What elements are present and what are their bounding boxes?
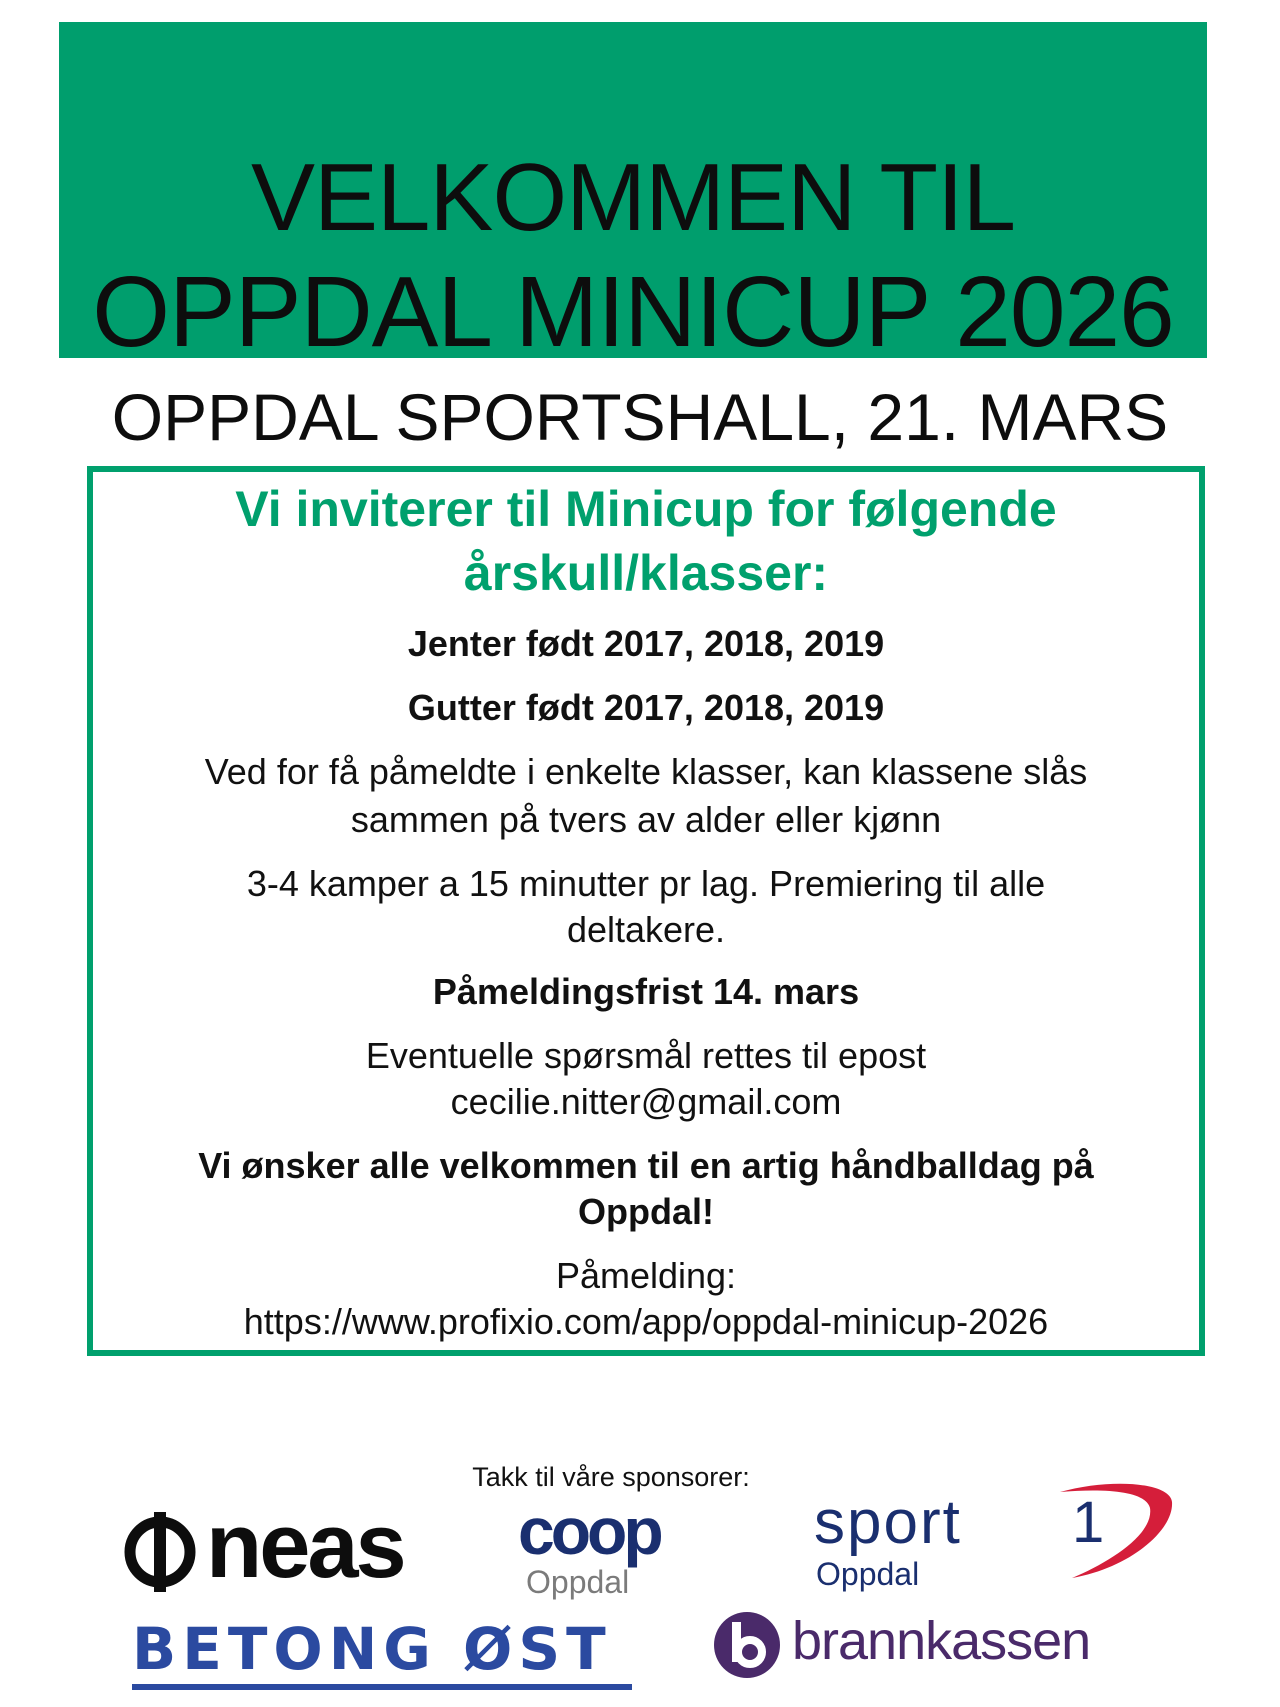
games-info-line2: deltakere. [566, 909, 726, 950]
coop-logo [518, 1494, 718, 1608]
sport1-logo [810, 1478, 1180, 1598]
neas-wordmark: neas [206, 1495, 404, 1597]
questions-line1: Eventuelle spørsmål rettes til epost [365, 1035, 927, 1076]
registration-link[interactable]: https://www.profixio.com/app/oppdal-minicup-2026 [243, 1301, 1049, 1342]
betong-ost-underline [132, 1684, 632, 1690]
merge-note-line2: sammen på tvers av alder eller kjønn [350, 799, 942, 840]
coop-wordmark: coop [518, 1494, 660, 1568]
neas-logo [120, 1495, 420, 1600]
sport1-location: Oppdal [816, 1556, 920, 1592]
title-banner [59, 22, 1207, 368]
brannkassen-wordmark: brannkassen [792, 1611, 1091, 1671]
brannkassen-b-icon [712, 1610, 782, 1680]
games-info-line1: 3-4 kamper a 15 minutter pr lag. Premiering til alle [246, 863, 1046, 904]
venue-date-subtitle: OPPDAL SPORTSHALL, 21. MARS [111, 380, 1169, 454]
banner-title-line2: OPPDAL MINICUP 2026 [92, 256, 1174, 368]
invite-heading-line1: Vi inviterer til Minicup for følgende [235, 481, 1057, 537]
info-box [87, 466, 1205, 1356]
neas-phi-icon [120, 1512, 200, 1592]
registration-label: Påmelding: [555, 1255, 737, 1296]
sport1-wordmark: sport [814, 1488, 962, 1557]
coop-location: Oppdal [526, 1564, 630, 1600]
brannkassen-logo [712, 1606, 1142, 1686]
welcome-line2: Oppdal! [578, 1191, 714, 1232]
invite-heading-line2: årskull/klasser: [463, 545, 829, 601]
contact-email[interactable]: cecilie.nitter@gmail.com [450, 1081, 842, 1122]
sport1-number: 1 [1072, 1490, 1105, 1555]
welcome-line1: Vi ønsker alle velkommen til en artig håndballdag på [198, 1145, 1094, 1186]
betong-ost-logo [132, 1615, 632, 1690]
betong-ost-wordmark: BETONG ØST [132, 1615, 612, 1683]
merge-note-line1: Ved for få påmeldte i enkelte klasser, kan klassene slås [204, 751, 1088, 792]
banner-title-line1: VELKOMMEN TIL [250, 144, 1016, 251]
registration-deadline: Påmeldingsfrist 14. mars [432, 971, 860, 1012]
girls-classes: Jenter født 2017, 2018, 2019 [407, 623, 885, 664]
boys-classes: Gutter født 2017, 2018, 2019 [407, 687, 885, 728]
sponsors-title: Takk til våre sponsorer: [472, 1462, 750, 1492]
